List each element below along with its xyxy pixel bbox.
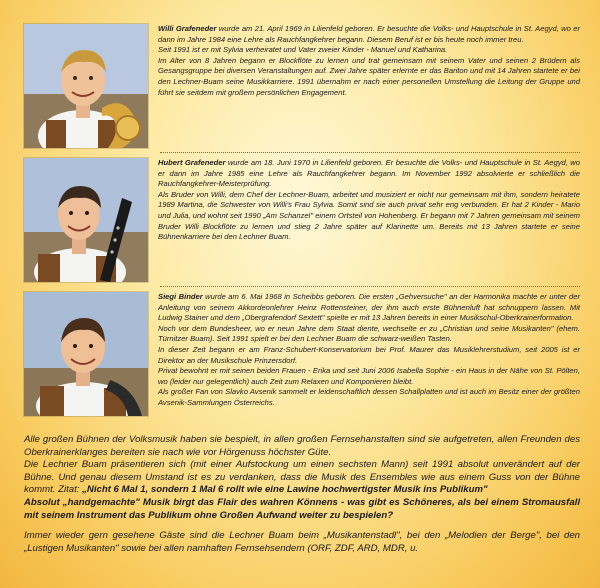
bio-hubert — [24, 158, 580, 284]
bio-line: In dieser Zeit begann er am Franz-Schubert-Konservatorium bei Prof. Maurer das Musiklehrerstudium, seit 2005 ist er Direktor an der Musikschule Prinzersdorf. — [158, 344, 580, 365]
band-description — [24, 434, 580, 555]
photo-willi-baritone — [24, 24, 148, 148]
paragraph: Alle großen Bühnen der Volksmusik haben sie bespielt, in allen großen Fernsehanstalten sind sie aufgetreten, allen Freunden des Oberkrainerklanges bereiten sie nach wie vor Hörgenuss höchster Güte. — [24, 434, 580, 458]
bio-line: wurde am 21. April 1969 in Lilienfeld geboren. Er besuchte die Volks- und Hauptschule in St. Aegyd, wo er dann im Jahre 1984 eine Lehre als Rauchfangkehrer begann. Diesem Beruf ist er bis heute noch immer treu. — [158, 24, 580, 44]
divider — [160, 286, 580, 287]
paragraph — [24, 459, 580, 497]
bio-line: Noch vor dem Bundesheer, wo er neun Jahre dem Staat diente, wechselte er zu „Christian und seine Musikanten" (ehem. Türnitzer Buam). Seit 1991 spielt er bei den Lechner Buam die schwarz-weißen Tasten. — [158, 323, 580, 344]
bio-name: Siegi Binder — [158, 292, 203, 301]
bio-text-siegi — [158, 292, 580, 409]
divider — [160, 152, 580, 153]
bio-line: Als großer Fan von Slavko Avsenik sammelt er leidenschaftlich dessen Schallplatten und ist auch im Besitz einer der größten Avsenik-Sammlungen Österreichs. — [158, 387, 580, 407]
bio-line: Im Alter von 8 Jahren begann er Blockflöte zu lernen und trat gemeinsam mit seinem Vater und seinen 2 Brüdern als Gesangsgruppe bei diversen Veranstaltungen auf. Zwei Jahre später erlernte er das Bariton und mit 14 Jahren startete er bei den Lechner-Buam seine Musikkarriere. 1991 übernahm er nach einer personellen Umstellung die Leitung der Gruppe und führt sie seitdem mit großem persönlichen Engagement. — [158, 55, 580, 97]
bio-willi — [24, 24, 580, 150]
photo-hubert-clarinet — [24, 158, 148, 282]
paragraph: Absolut „handgemachte" Musik birgt das Flair des wahren Könnens - was gibt es Schöneres, als bei einem Stromausfall mit seinem Instrument das Publikum ohne Großen Aufwand weiter zu bespielen? — [24, 496, 580, 521]
paragraph: Immer wieder gern gesehene Gäste sind die Lechner Buam beim „Musikantenstadl", bei den „Melodien der Berge", bei den „Lustigen Musikanten" sowie bei allen namhaften Fernsehsendern (ORF, ZDF, ARD, MDR, u. — [24, 530, 580, 554]
bio-siegi — [24, 292, 580, 418]
bio-line: wurde am 18. Juni 1970 in Lilienfeld geboren. Er besuchte die Volks- und Hauptschule in St. Aegyd, wo er dann im Jahre 1985 eine Lehre als Rauchfangkehrer begann. Im November 1992 absolvierte er schließlich die Rauchfangkehrer-Meisterprüfung. — [158, 158, 580, 189]
bio-text-willi — [158, 24, 580, 98]
photo-siegi-accordion — [24, 292, 148, 416]
bio-line: Seit 1991 ist er mit Sylvia verheiratet und Vater zweier Kinder - Manuel und Katharina. — [158, 45, 448, 55]
bio-name: Willi Grafeneder — [158, 24, 217, 33]
bio-name: Hubert Grafeneder — [158, 158, 226, 167]
bio-line: wurde am 6. Mai 1968 in Scheibbs geboren. Die ersten „Gehversuche" an der Harmonika machte er unter der Anleitung von seinem Akkordeonlehrer Heinz Rottensteiner, der ihm auch erste Bühnenluft hat schnuppern lassen. Mit Ludwig Stainer und dem „Obergrafendorf Sextett" spielte er mit 13 Jahren bereits in einer Musikschul-Oberkrainerformation. — [158, 292, 580, 323]
quote: „Nicht 6 Mal 1, sondern 1 Mal 6 rollt wie eine Lawine hochwertigster Musik ins Publikum" — [82, 484, 488, 496]
bio-text-hubert — [158, 158, 580, 243]
bio-line: Als Bruder von Willi, dem Chef der Lechner-Buam, arbeitet und musiziert er nicht nur gemeinsam mit ihm, sondern heiratete 1989 Martina, die Schwester von Willi's Frau Sylvia. Somit sind sie auch privat sehr eng verbunden. Er hat 2 Kinder - Mario und Julia, und wohnt seit 1990 „Am Schanzel" einem Ortsteil von Hohenberg. Er begann mit 7 Jahren gemeinsam mit seinem Bruder Willi Blockflöte zu lernen und stieg 2 Jahre später auf Klarinette um. Bereits mit 13 Jahren startete er seine Bühnenkarriere bei den Lechner Buam. — [158, 189, 580, 242]
paragraph-text: Die Lechner Buam präsentieren sich (mit einer Aufstockung um einen sechsten Mann) seit 1991 absolut unverändert auf der Bühne. Und genau diesem Umstand ist es zu verdanken, dass die Musik des Ensembles wie aus einem Guss von der Bühne kommt. Zitat: — [24, 459, 580, 496]
bio-line: Privat bewohnt er mit seinen beiden Frauen - Erika und seit Juni 2006 Isabella Sophie - ein Haus in der Nähe von St. Pölten, wo (leider nur gelegentlich) auch Zeit zum Relaxen und Komponieren bleibt. — [158, 366, 580, 386]
